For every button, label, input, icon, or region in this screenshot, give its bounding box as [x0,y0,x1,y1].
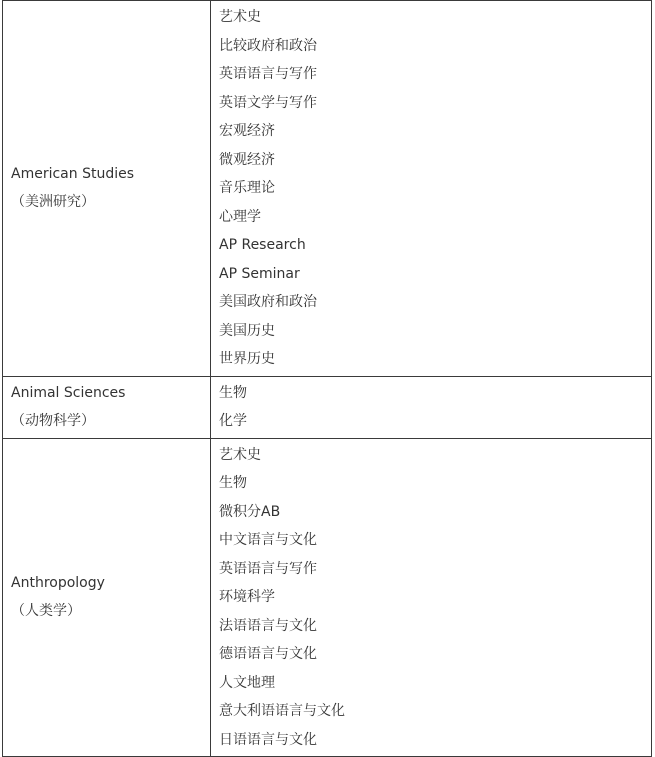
course-item: 世界历史 [219,351,275,367]
major-cell [3,1,211,377]
course-item: 微观经济 [219,151,275,168]
table-row [3,1,652,377]
course-item: 人文地理 [219,674,275,691]
course-item: 法语语言与文化 [219,617,317,634]
major-name-en: Animal Sciences [11,385,126,401]
course-item: 英语语言与写作 [219,560,317,577]
course-list [219,439,651,757]
course-item: AP Research [219,237,306,253]
courses-cell [211,438,652,757]
table-row [3,376,652,438]
major-name-en: Anthropology [11,575,105,592]
course-item: 艺术史 [219,446,261,463]
course-item: 德语语言与文化 [219,646,317,662]
major-name-zh: （人类学） [11,603,81,620]
course-list [219,1,651,376]
course-item: 美国政府和政治 [219,294,317,310]
courses-cell [211,1,652,377]
major-cell [3,376,211,438]
course-item: 音乐理论 [219,180,275,196]
course-item: AP Seminar [219,265,300,282]
course-list [219,377,651,438]
course-item: 生物 [219,475,247,491]
course-item: 英语语言与写作 [219,66,317,82]
table-row [3,438,652,757]
course-item: 英语文学与写作 [219,94,317,111]
course-item: 微积分AB [219,503,281,520]
course-item: 意大利语语言与文化 [219,703,345,719]
courses-cell [211,376,652,438]
course-item: 美国历史 [219,322,275,339]
course-item: 中文语言与文化 [219,532,317,548]
course-item: 生物 [219,384,247,401]
course-item: 艺术史 [219,9,261,25]
major-cell [3,438,211,757]
major-name-en: American Studies [11,166,135,183]
course-item: 宏观经济 [219,123,275,139]
majors-courses-table [2,0,652,757]
course-item: 环境科学 [219,589,275,605]
course-item: 心理学 [219,208,261,225]
major-name-zh: （美洲研究） [11,194,95,211]
course-item: 日语语言与文化 [219,731,317,748]
course-item: 化学 [219,413,247,429]
course-item: 比较政府和政治 [219,37,317,54]
major-name-zh: （动物科学） [11,413,95,429]
